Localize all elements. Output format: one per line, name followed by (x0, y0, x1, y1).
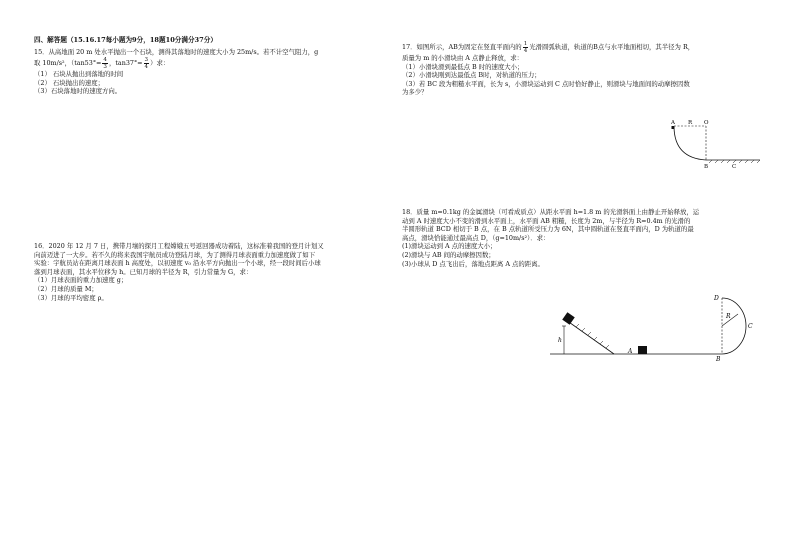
q16-item-2: （2）月球的质量 M； (34, 284, 98, 293)
q16-line-2: 向前迈进了一大步。若不久的将来我国宇航员成功登陆月球，为了测得月球表面重力加速度做了如下 (34, 250, 316, 259)
q18-label-h: h (558, 337, 562, 344)
q17-ground-hatch (709, 160, 760, 163)
quarter-num: 1 (523, 40, 528, 47)
q15-line2-post: ）求： (150, 59, 170, 68)
q18-label-A: A (628, 348, 633, 355)
q17-arc-track (674, 126, 706, 160)
q17-label-B: B (704, 164, 709, 170)
q16-line-1: 16．2020 年 12 月 7 日，携带月壤的探月工程嫦娥五号返回器成功着陆，这标准着我国的登月计划又 (34, 242, 324, 250)
q15-item-2: （2） 石块抛出的速度； (34, 78, 105, 87)
q18-block-A (638, 346, 647, 354)
question-16 (34, 242, 394, 302)
q18-line-3: 半圆形轨道 BCD 相切于 B 点，在 B 点轨道所受压力为 6N，其中圆轨道在竖直平面内，D 为轨道的最 (402, 225, 694, 234)
q18-item-1: (1)滑块运动到 A 点的速度大小； (402, 242, 497, 251)
q18-line-1: 18．质量 m=0.1kg 的金属滑块（可看成质点）从距水平面 h=1.8 m 的光滑斜面上由静止开始释放，运 (402, 208, 700, 216)
tan53-den: 3 (103, 63, 107, 70)
q15-line2-pre: 取 10m/s²，（tan53°= (34, 59, 102, 68)
q18-label-B: B (716, 356, 721, 362)
q17-label-C: C (732, 164, 737, 170)
q17-label-R: R (688, 120, 693, 126)
quarter-fraction (523, 41, 529, 54)
q17-line1 (402, 40, 772, 54)
q17-item-3: （3）若 BC 段为粗糙水平面，长为 s，小滑块运动到 C 点时恰好静止，则滑块与地面间的动摩擦因数 (402, 79, 690, 88)
q17-line2: 质量为 m 的小滑块由 A 点静止释放，求： (402, 54, 524, 62)
q18-label-C: C (748, 323, 753, 330)
q18-label-D: D (714, 295, 719, 302)
question-18 (402, 208, 772, 268)
q18-item-3: (3)小球从 D 点飞出后，落地点距离 A 点的距离。 (402, 259, 544, 268)
q17-label-O: O (704, 120, 709, 126)
tan37-num: 3 (144, 56, 149, 63)
q16-line-3: 实验：宇航员站在距离月球表面 h 高度处，以初速度 v₀ 沿水平方向抛出一个小球，经一段时间后小球 (34, 259, 321, 268)
q16-item-1: （1）月球表面的重力加速度 g； (34, 276, 128, 285)
q17-figure (662, 118, 766, 172)
question-17 (402, 40, 772, 97)
tan53-fraction (102, 57, 108, 70)
tan37-fraction (144, 57, 150, 70)
q15-item-1: （1） 石块从抛出到落地的时间 (34, 70, 124, 79)
q18-label-R: R (726, 313, 731, 320)
q15-line2-mid: ，tan37°= (108, 59, 143, 68)
q17-slider (672, 126, 675, 129)
q18-semicircle (722, 298, 746, 354)
q15-line1: 15．从高地面 20 m 处水平抛出一个石块，测得其落地时的速度大小为 25m/s。若不计空气阻力，g (34, 47, 319, 56)
q18-block-incline (562, 312, 575, 325)
q17-item-2: （2）小滑块刚到达最低点 B时，对轨道的压力； (402, 71, 541, 80)
q18-incline-hatch (576, 324, 609, 348)
q18-incline (566, 320, 614, 354)
q17-line1-post: 光滑圆弧轨道，轨道的B点与水平地面相切，其半径为 R， (529, 43, 695, 51)
q16-line-4: 落到月球表面，其水平位移为 h。已知月球的半径为 R，引力常量为 G，求： (34, 267, 253, 276)
q17-item-1: （1）小滑块滑到最低点 B 时的速度大小； (402, 62, 524, 71)
tan37-den: 4 (144, 63, 149, 70)
tan53-num: 4 (103, 56, 107, 63)
q18-line-2: 动到 A 时速度大小不变的滑到水平面上，水平面 AB 粗糙，长度为 2m，与半径为 R=0.4m 的光滑的 (402, 216, 691, 225)
q16-item-3: （3）月球的平均密度 ρ。 (34, 293, 108, 302)
q15-item-3: （3）石块落地时的速度方向。 (34, 87, 122, 96)
left-column (34, 36, 394, 96)
q17-label-A: A (671, 120, 675, 126)
q18-item-2: (2)滑块与 AB 间的动摩擦因数； (402, 250, 495, 259)
q17-line1-pre: 17．如图所示，AB为固定在竖直平面内的 (402, 43, 522, 51)
q15-line2 (34, 56, 394, 70)
section-title: 四、解答题（15.16.17每小题为9分，18题10分满分37分） (34, 36, 217, 44)
question-15 (34, 48, 394, 96)
quarter-den: 4 (523, 47, 528, 54)
q18-figure (546, 290, 766, 362)
q17-item-4: 为多少？ (402, 88, 428, 97)
q18-line-4: 高点，滑块恰能通过最高点 D，（g=10m/s²）．求： (402, 233, 550, 242)
